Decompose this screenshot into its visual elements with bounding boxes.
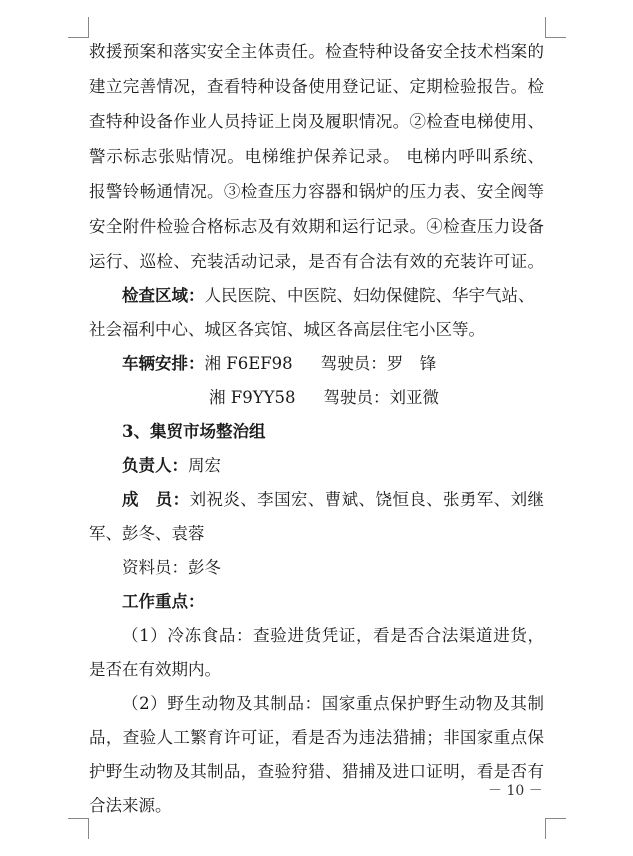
leader-name: 周宏 (188, 456, 221, 475)
item2-line-1: （2）野生动物及其制品：国家重点保护野生动物及其制 (122, 694, 544, 713)
vehicle2-plate: 湘 F9YY58 (209, 388, 296, 407)
item1-line-2: 是否在有效期内。 (89, 660, 221, 679)
body-line-4: 警示标志张贴情况。电梯维护保养记录。 电梯内呼叫系统、 (89, 147, 544, 166)
inspection-area-label: 检查区域： (122, 286, 205, 305)
inspection-area-continued: 社会福利中心、城区各宾馆、城区各高层住宅小区等。 (89, 320, 485, 339)
vehicle1-plate: 湘 F6EF98 (204, 354, 293, 373)
focus-label: 工作重点： (122, 592, 205, 611)
body-line-2: 建立完善情况，查看特种设备使用登记证、定期检验报告。检 (89, 77, 544, 96)
item2-line-4: 合法来源。 (89, 796, 172, 815)
crop-mark-bottom-left (68, 818, 89, 839)
inspection-area-text: 人民医院、中医院、妇幼保健院、华宇气站、 (204, 286, 535, 305)
inspection-area-line (122, 284, 544, 308)
section-heading: 3、集贸市场整治组 (122, 422, 266, 441)
body-line-5: 报警铃畅通情况。③检查压力容器和锅炉的压力表、安全阀等 (89, 182, 544, 201)
item2-line-3: 护野生动物及其制品，查验狩猎、猎捕及进口证明，看是否有 (89, 762, 544, 781)
page-number: － 10 － (488, 783, 543, 799)
vehicle-line-2 (209, 386, 544, 410)
vehicle-label: 车辆安排： (122, 354, 205, 373)
leader-line (122, 454, 544, 478)
members-line (122, 488, 544, 512)
crop-mark-top-left (68, 17, 89, 38)
crop-mark-top-right (545, 17, 566, 38)
body-line-3: 查特种设备作业人员持证上岗及履职情况。②检查电梯使用、 (89, 112, 544, 131)
vehicle-line-1 (122, 352, 544, 376)
crop-mark-bottom-right (545, 818, 566, 839)
body-line-7: 运行、巡检、充装活动记录，是否有合法有效的充装许可证。 (89, 252, 544, 271)
members-continued: 军、彭冬、袁蓉 (89, 524, 205, 543)
item1-line-1: （1）冷冻食品：查验进货凭证，看是否合法渠道进货， (122, 626, 544, 645)
members-label: 成 员： (122, 490, 190, 509)
leader-label: 负责人： (122, 456, 188, 475)
vehicle2-driver: 驾驶员：刘亚微 (323, 388, 439, 407)
vehicle1-driver: 驾驶员：罗 锋 (320, 354, 437, 373)
archivist-line: 资料员：彭冬 (122, 558, 221, 577)
members-text: 刘祝炎、李国宏、曹斌、饶恒良、张勇军、刘继 (189, 490, 545, 509)
item2-line-2: 品，查验人工繁育许可证，看是否为违法猎捕；非国家重点保 (89, 728, 544, 747)
body-line-6: 安全附件检验合格标志及有效期和运行记录。④检查压力设备 (89, 217, 544, 236)
body-line-1: 救援预案和落实安全主体责任。检查特种设备安全技术档案的 (89, 42, 544, 61)
